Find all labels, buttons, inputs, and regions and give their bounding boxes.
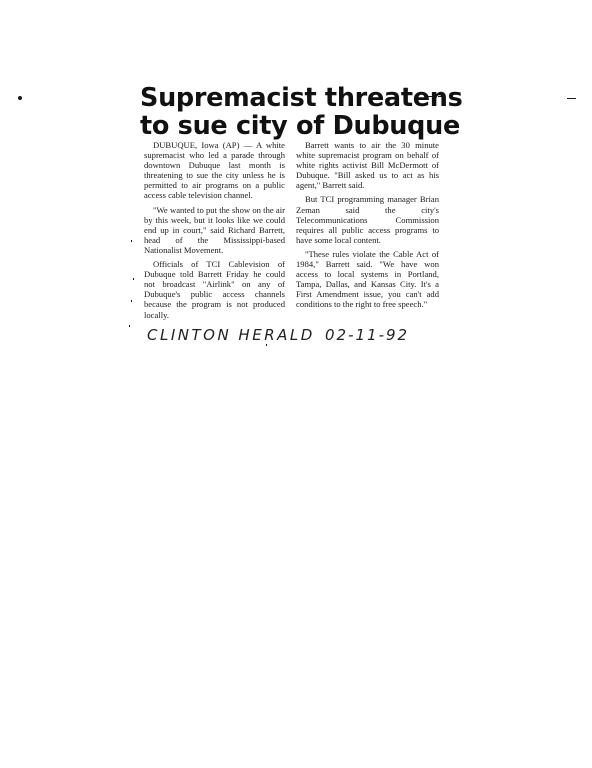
- article-paragraph: But TCI programming manager Brian Zeman said the city's Telecommunications Commission requires all public access programs to have some local content.: [296, 194, 439, 245]
- article-column-left: [144, 140, 285, 324]
- headline: [140, 83, 463, 141]
- article-paragraph: Officials of TCI Cablevision of Dubuque told Barrett Friday he could not broadcast "Airlink" on any of Dubuque's public access channels because the program is not produced locally.: [144, 259, 285, 320]
- scan-speck: [131, 240, 132, 242]
- scan-speck: [266, 344, 267, 346]
- scan-speck: [129, 325, 130, 327]
- scan-speck: [131, 300, 132, 302]
- article-paragraph: Barrett wants to air the 30 minute white supremacist program on behalf of white rights activist Bill McDermott of Dubuque. "Bill asked us to act as his agent," Barrett said.: [296, 140, 439, 191]
- scan-speck: [567, 98, 576, 99]
- handwritten-source: CLINTON HERALD: [147, 326, 315, 344]
- scan-speck: [133, 278, 134, 280]
- headline-line-1: Supremacist threatens: [140, 83, 463, 113]
- handwritten-date: 02-11-92: [325, 326, 410, 344]
- scan-speck: [18, 96, 22, 100]
- headline-line-2: to sue city of Dubuque: [140, 111, 460, 141]
- article-paragraph: DUBUQUE, Iowa (AP) — A white supremacist who led a parade through downtown Dubuque last month is threatening to sue the city unless he is permitted to air programs on a public access cable television channel.: [144, 140, 285, 201]
- article-column-right: [296, 140, 439, 314]
- article-paragraph: "We wanted to put the show on the air by this week, but it looks like we could end up in court," said Richard Barrett, head of the Mississippi-based Nationalist Movement.: [144, 204, 285, 255]
- article-paragraph: "These rules violate the Cable Act of 1984," Barrett said. "We have won access to local systems in Portland, Tampa, Dallas, and Kansas City. It's a First Amendment issue, you can't add conditions to the right to free speech.": [296, 248, 439, 310]
